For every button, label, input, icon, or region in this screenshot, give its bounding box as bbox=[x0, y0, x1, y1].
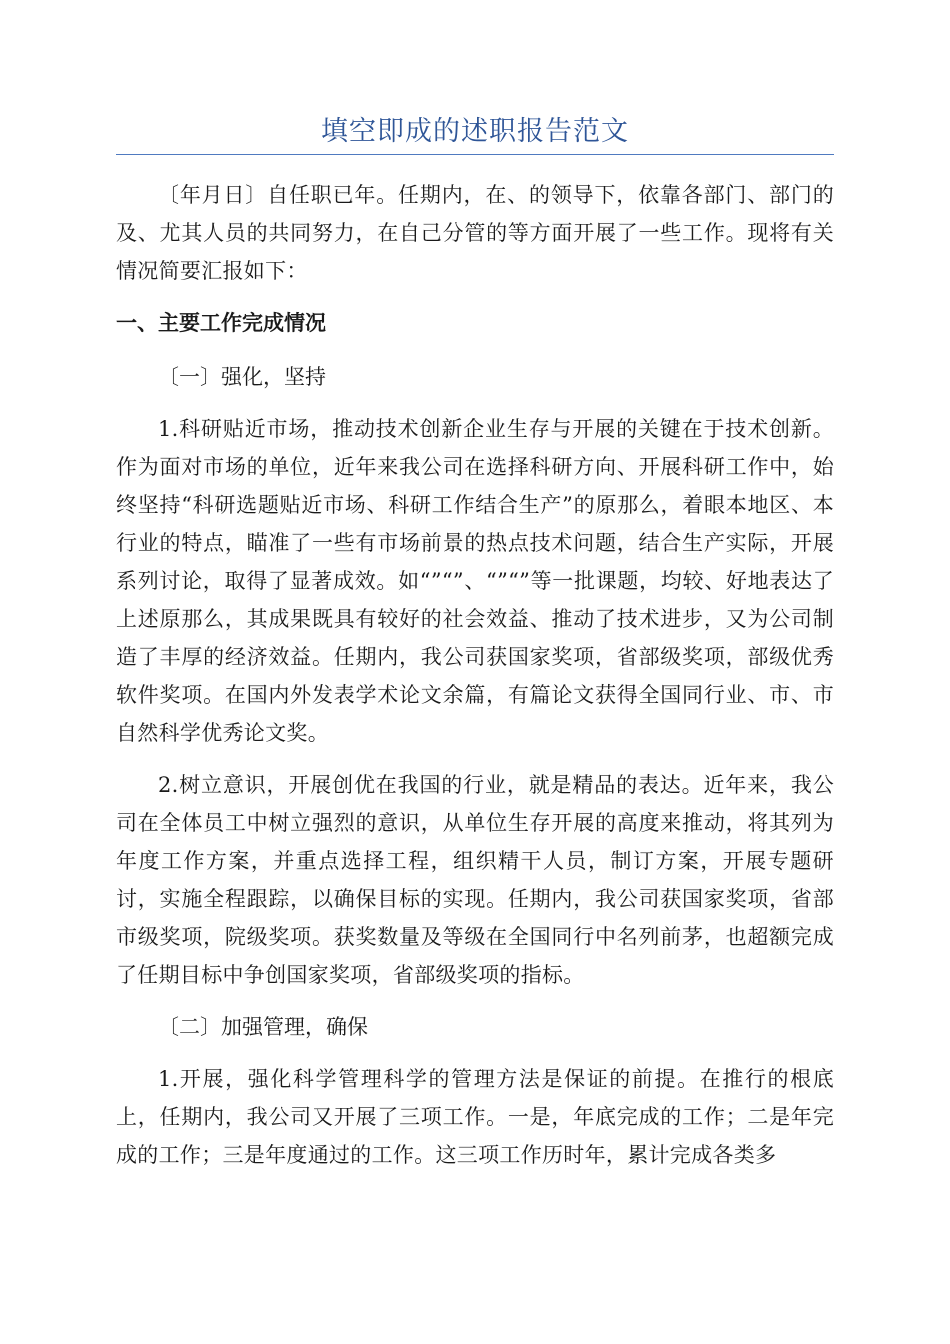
subsection-heading-2: 〔二〕加强管理，确保 bbox=[158, 1015, 368, 1039]
subsection-heading-1: 〔一〕强化，坚持 bbox=[158, 365, 326, 389]
intro-paragraph: 〔年月日〕自任职已年。任期内，在、的领导下，依靠各部门、部门的及、尤其人员的共同努力，在自己分管的等方面开展了一些工作。现将有关情况简要汇报如下： bbox=[116, 183, 834, 283]
document-title: 填空即成的述职报告范文 bbox=[321, 116, 629, 147]
paragraph-3: 1.开展，强化科学管理科学的管理方法是保证的前提。在推行的根底上，任期内，我公司又开展了三项工作。一是，年底完成的工作；二是年完成的工作；三是年度通过的工作。这三项工作历时年，累计完成各类多 bbox=[116, 1067, 834, 1167]
paragraph-2: 2.树立意识，开展创优在我国的行业，就是精品的表达。近年来，我公司在全体员工中树立强烈的意识，从单位生存开展的高度来推动，将其列为年度工作方案，并重点选择工程，组织精干人员，制订方案，开展专题研讨，实施全程跟踪，以确保目标的实现。任期内，我公司获国家奖项，省部市级奖项，院级奖项。获奖数量及等级在全国同行中名列前茅，也超额完成了任期目标中争创国家奖项，省部级奖项的指标。 bbox=[116, 773, 834, 987]
section-heading-1: 一、主要工作完成情况 bbox=[116, 311, 326, 335]
document-body bbox=[116, 176, 834, 1188]
title-underline bbox=[116, 154, 834, 155]
paragraph-1: 1.科研贴近市场，推动技术创新企业生存与开展的关键在于技术创新。作为面对市场的单位，近年来我公司在选择科研方向、开展科研工作中，始终坚持“科研选题贴近市场、科研工作结合生产”的原那么，着眼本地区、本行业的特点，瞄准了一些有市场前景的热点技术问题，结合生产实际，开展系列讨论，取得了显著成效。如“”“”、“”“”等一批课题，均较、好地表达了上述原那么，其成果既具有较好的社会效益、推动了技术进步，又为公司制造了丰厚的经济效益。任期内，我公司获国家奖项，省部级奖项，部级优秀软件奖项。在国内外发表学术论文余篇，有篇论文获得全国同行业、市、市自然科学优秀论文奖。 bbox=[116, 417, 834, 745]
